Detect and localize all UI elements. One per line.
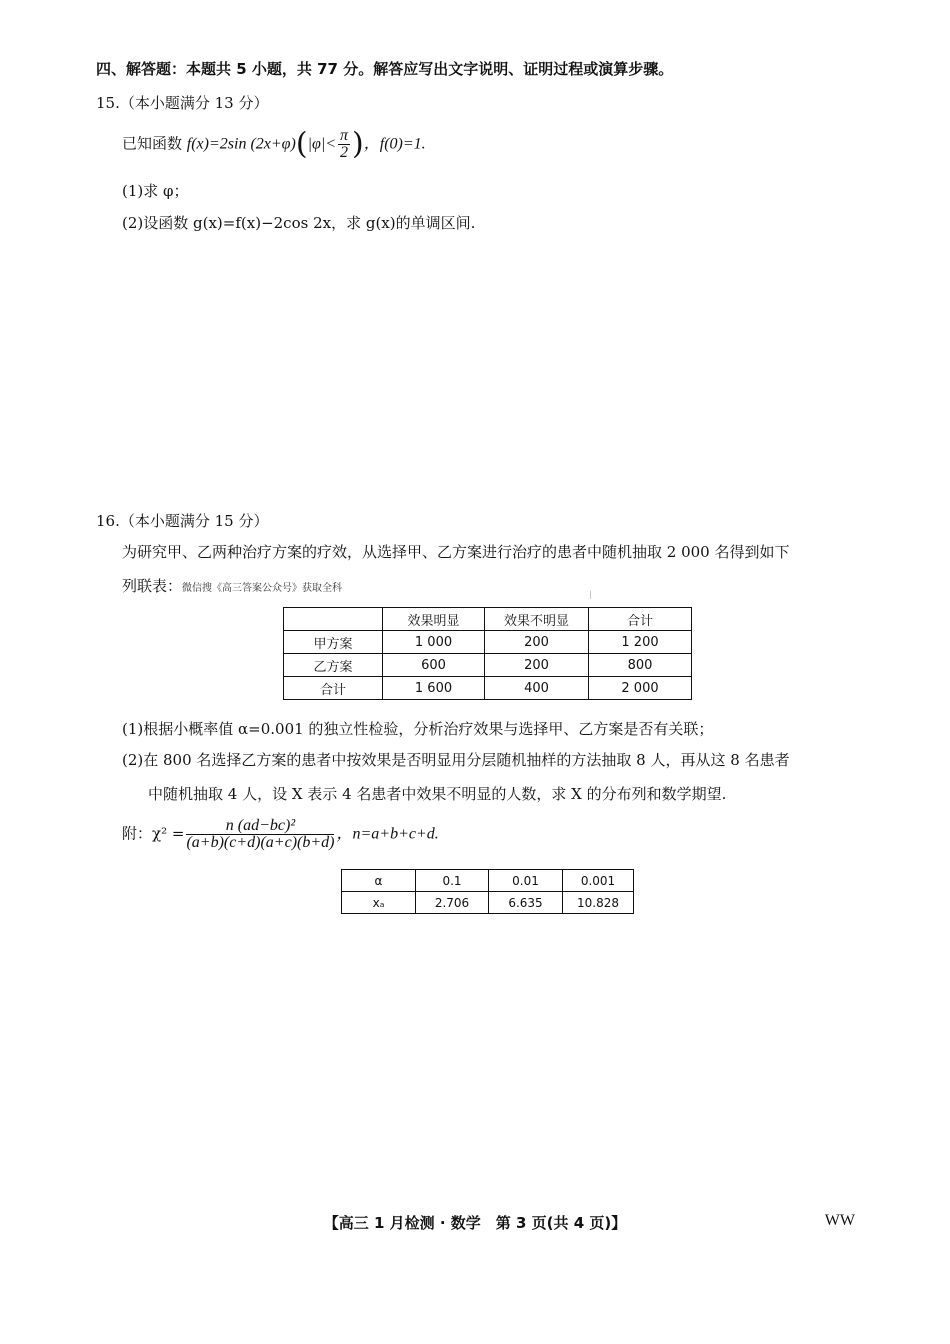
q15-part2: (2)设函数 g(x)=f(x)−2cos 2x，求 g(x)的单调区间. (122, 214, 476, 232)
q16-part2-line1: (2)在 800 名选择乙方案的患者中按效果是否明显用分层随机抽样的方法抽取 8 人，再从这 8 名患者 (122, 751, 790, 769)
scan-mark: | (589, 590, 592, 599)
formula-prefix: 附：χ² = (122, 824, 185, 843)
q16-part2-line2: 中随机抽取 4 人，设 X 表示 4 名患者中效果不明显的人数，求 X 的分布列和数学期望. (148, 785, 727, 803)
table-cell: 10.828 (563, 892, 634, 914)
q15-function-expr: f(x)=2sin (2x+φ) (186, 135, 296, 153)
formula-suffix: ，n=a+b+c+d. (336, 825, 439, 843)
table-header-cell (284, 608, 383, 631)
right-paren: ) (352, 126, 364, 162)
page-footer: 【高三 1 月检测 · 数学 第 3 页(共 4 页)】 (323, 1214, 627, 1232)
table-cell: 2 000 (589, 677, 692, 700)
table-header-cell: 效果不明显 (485, 608, 589, 631)
table-row (342, 870, 634, 892)
table-row (284, 654, 692, 677)
q16-header: 16.（本小题满分 15 分） (96, 512, 269, 530)
q16-intro-label: 列联表： (122, 577, 183, 595)
pi-over-two-fraction (338, 128, 350, 161)
fraction-denominator: 2 (340, 144, 349, 161)
chi-square-formula (122, 818, 439, 851)
table-cell: 1 600 (383, 677, 485, 700)
section-title: 四、解答题：本题共 5 小题，共 77 分。解答应写出文字说明、证明过程或演算步骤。 (96, 60, 674, 78)
q15-header: 15.（本小题满分 13 分） (96, 94, 269, 112)
left-paren: ( (295, 126, 308, 162)
q15-condition: |φ|< (307, 135, 337, 153)
q15-intro (122, 128, 426, 161)
table-header-row (284, 608, 692, 631)
table-cell: 1 200 (589, 631, 692, 654)
table-row (342, 892, 634, 914)
table-cell: 2.706 (416, 892, 489, 914)
table-cell: 甲方案 (284, 631, 383, 654)
table-cell: 1 000 (383, 631, 485, 654)
table-cell: 6.635 (489, 892, 563, 914)
table-cell: 200 (485, 631, 589, 654)
table-cell: 800 (589, 654, 692, 677)
table-cell: 0.001 (563, 870, 634, 892)
table-cell: xₐ (342, 892, 416, 914)
q15-part1: (1)求 φ； (122, 182, 189, 200)
q16-intro-line2 (122, 575, 342, 596)
table-cell: α (342, 870, 416, 892)
q16-intro-line1: 为研究甲、乙两种治疗方案的疗效，从选择甲、乙方案进行治疗的患者中随机抽取 2 000 名得到如下 (122, 543, 790, 561)
table-cell: 乙方案 (284, 654, 383, 677)
corner-code: WW (824, 1212, 855, 1229)
q15-initial-value: ，f(0)=1. (363, 135, 426, 153)
contingency-table (283, 607, 692, 700)
table-cell: 400 (485, 677, 589, 700)
watermark-note: 微信搜《高三答案公众号》获取全科 (182, 583, 343, 594)
table-cell: 600 (383, 654, 485, 677)
fraction-numerator: n (ad−bc)² (186, 818, 334, 835)
critical-value-table (341, 869, 634, 914)
table-cell: 200 (485, 654, 589, 677)
chi-square-fraction (186, 818, 334, 851)
table-header-cell: 效果明显 (383, 608, 485, 631)
table-cell: 0.1 (416, 870, 489, 892)
fraction-denominator: (a+b)(c+d)(a+c)(b+d) (186, 834, 335, 851)
q16-part1: (1)根据小概率值 α=0.001 的独立性检验，分析治疗效果与选择甲、乙方案是否有关联； (122, 720, 714, 738)
table-header-cell: 合计 (589, 608, 692, 631)
q15-intro-text: 已知函数 (122, 134, 187, 153)
table-cell: 合计 (284, 677, 383, 700)
table-row (284, 677, 692, 700)
fraction-numerator: π (340, 127, 349, 144)
table-cell: 0.01 (489, 870, 563, 892)
table-row (284, 631, 692, 654)
